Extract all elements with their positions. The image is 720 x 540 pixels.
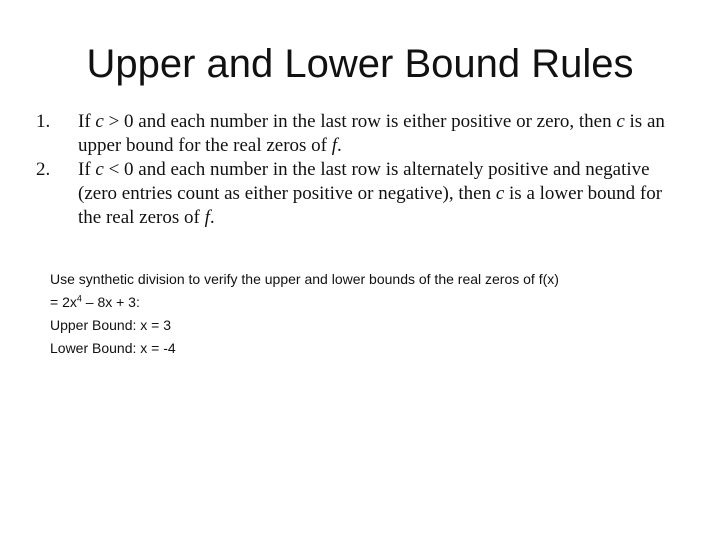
rule-variable: c bbox=[495, 183, 505, 204]
rule-function: f bbox=[331, 135, 338, 156]
lower-bound-line: Lower Bound: x = -4 bbox=[50, 340, 176, 356]
equation-part: = 2x bbox=[50, 294, 77, 310]
rule-variable: c bbox=[95, 111, 104, 132]
rule-number: 1. bbox=[36, 111, 51, 132]
rule-function: f bbox=[204, 207, 210, 228]
rule-text-part: . bbox=[209, 207, 215, 228]
rule-text-part: If bbox=[78, 159, 96, 180]
rule-text bbox=[78, 158, 686, 230]
problem-text bbox=[50, 268, 690, 360]
slide-title: Upper and Lower Bound Rules bbox=[86, 42, 634, 86]
equation-part: – 8x + 3: bbox=[81, 294, 140, 310]
rule-text-part: is an upper bound for the real zeros of bbox=[78, 111, 665, 156]
rule-text-part: < 0 and each number in the last row is alternately positive and negative (zero entries count as either positive or negative), then bbox=[78, 159, 650, 204]
equation-exponent: 4 bbox=[76, 293, 82, 304]
rule-text-part: . bbox=[337, 135, 342, 156]
rule-number: 2. bbox=[36, 159, 51, 180]
rule-variable: c bbox=[616, 111, 625, 132]
rules-list bbox=[36, 110, 686, 230]
rule-item-2 bbox=[36, 158, 686, 230]
rule-text-part: is a lower bound for the real zeros of bbox=[78, 183, 663, 228]
rule-variable: c bbox=[95, 159, 104, 180]
rule-item-1 bbox=[36, 110, 686, 158]
rule-text-part: > 0 and each number in the last row is either positive or zero, then bbox=[103, 111, 617, 132]
rule-text-part: If bbox=[78, 111, 96, 132]
upper-bound-line: Upper Bound: x = 3 bbox=[50, 317, 172, 333]
problem-prompt-line: Use synthetic division to verify the upper and lower bounds of the real zeros of f(x) bbox=[50, 271, 559, 287]
rule-text bbox=[78, 110, 686, 158]
problem-equation bbox=[50, 291, 690, 314]
